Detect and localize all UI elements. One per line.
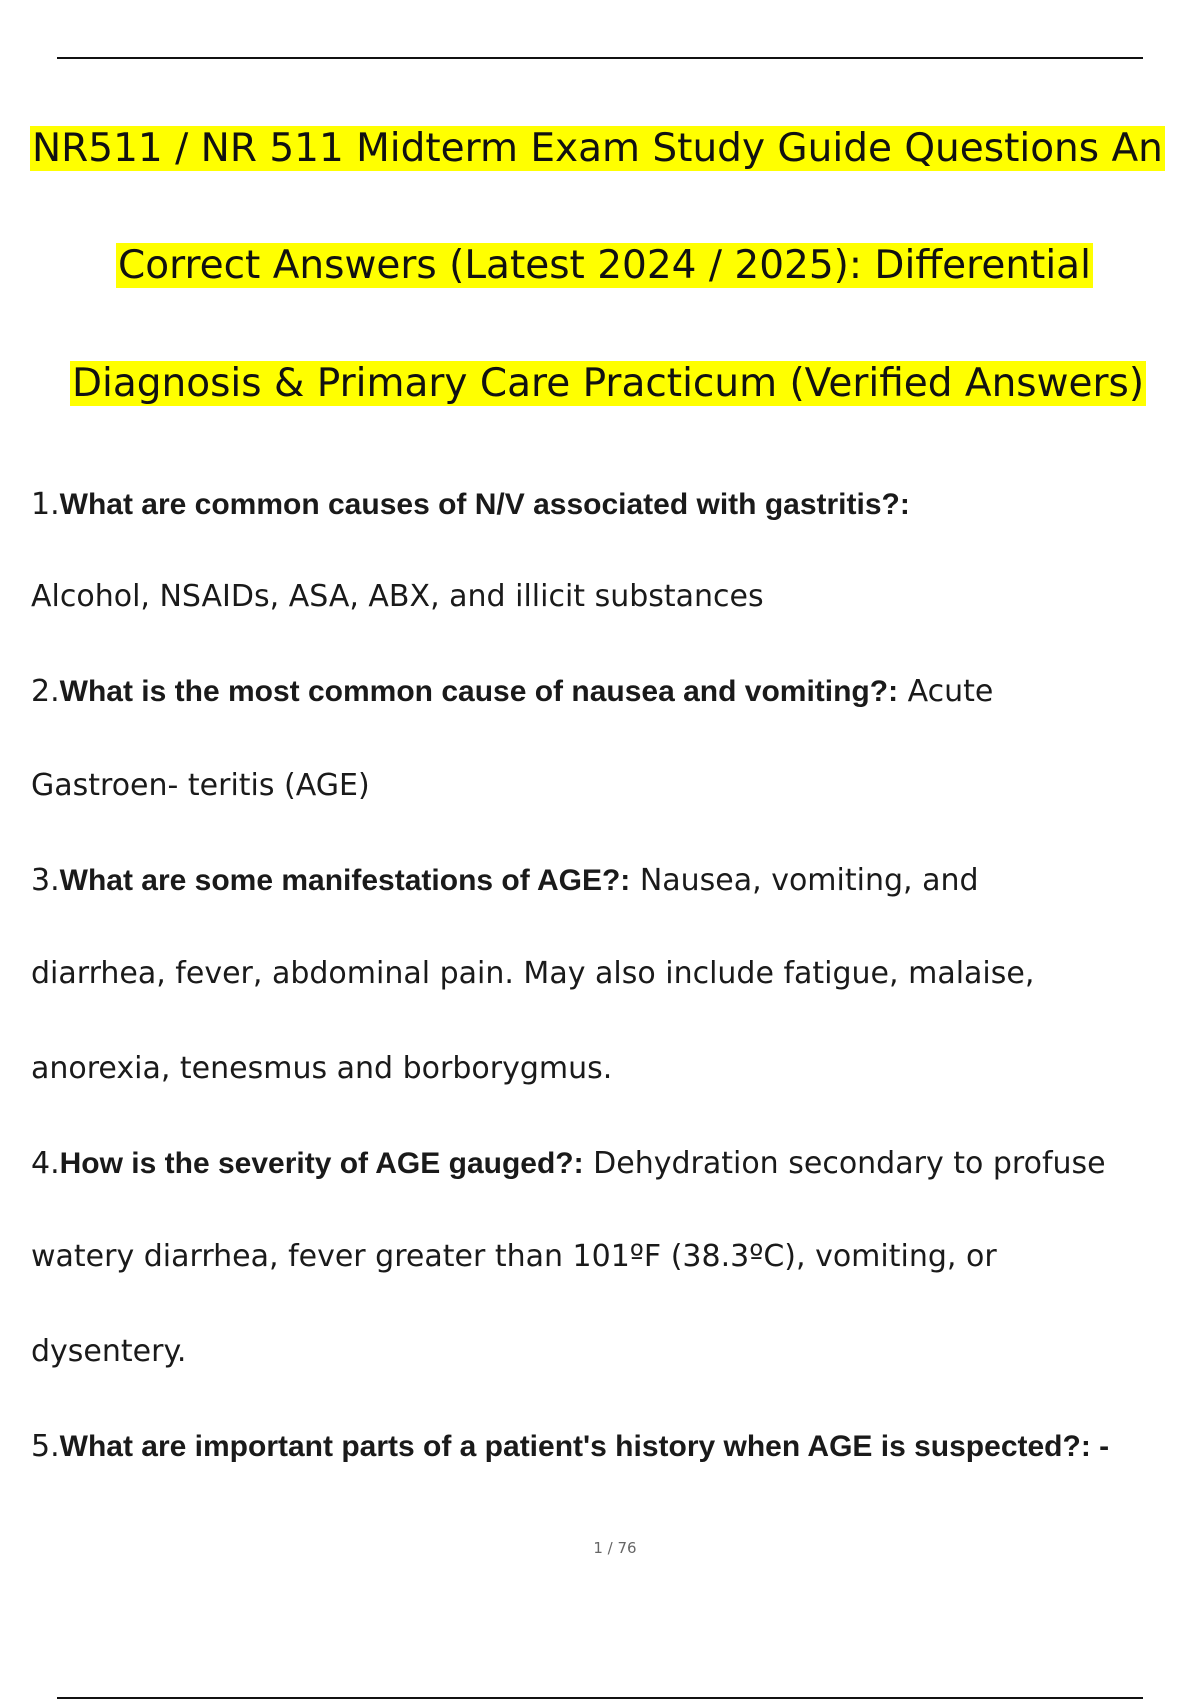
- answer-inline: Acute: [898, 674, 994, 709]
- page-indicator: 1 / 76: [593, 1539, 637, 1557]
- question-text: What are important parts of a patient's history when AGE is suspected?: -: [59, 1430, 1110, 1463]
- title-line-2: [116, 243, 1093, 289]
- question-number: 3.: [31, 863, 60, 898]
- question-text: What are common causes of N/V associated with gastritis?:: [59, 488, 910, 521]
- answer-3-line-2: anorexia, tenesmus and borborygmus.: [31, 1051, 613, 1086]
- title-line-3: [70, 361, 1146, 407]
- top-rule: [57, 57, 1143, 59]
- question-4: [31, 1146, 1106, 1182]
- bottom-rule: [57, 1697, 1143, 1699]
- question-5: [31, 1429, 1109, 1465]
- answer-4-line-2: dysentery.: [31, 1334, 187, 1369]
- answer-inline: Nausea, vomiting, and: [630, 863, 979, 898]
- answer-4-line-1: watery diarrhea, fever greater than 101ºF (38.3ºC), vomiting, or: [31, 1239, 997, 1274]
- question-text: What are some manifestations of AGE?:: [59, 864, 631, 897]
- title-highlight: Correct Answers (Latest 2024 / 2025): Differential: [118, 243, 1091, 288]
- question-2: [31, 674, 993, 710]
- question-number: 5.: [31, 1429, 60, 1464]
- answer-1-line-1: Alcohol, NSAIDs, ASA, ABX, and illicit substances: [31, 579, 764, 614]
- title-line-1: [30, 126, 1165, 172]
- question-number: 1.: [31, 487, 60, 522]
- answer-inline: Dehydration secondary to profuse: [583, 1146, 1106, 1181]
- question-text: What is the most common cause of nausea and vomiting?:: [59, 675, 899, 708]
- question-number: 4.: [31, 1146, 60, 1181]
- question-text: How is the severity of AGE gauged?:: [59, 1147, 584, 1180]
- title-highlight: Diagnosis & Primary Care Practicum (Verified Answers): [72, 361, 1145, 406]
- answer-3-line-1: diarrhea, fever, abdominal pain. May also include fatigue, malaise,: [31, 956, 1035, 991]
- title-highlight: NR511 / NR 511 Midterm Exam Study Guide Questions An: [32, 126, 1163, 171]
- question-3: [31, 863, 979, 899]
- question-number: 2.: [31, 674, 60, 709]
- question-1: [31, 487, 910, 523]
- answer-2-line-1: Gastroen- teritis (AGE): [31, 768, 370, 803]
